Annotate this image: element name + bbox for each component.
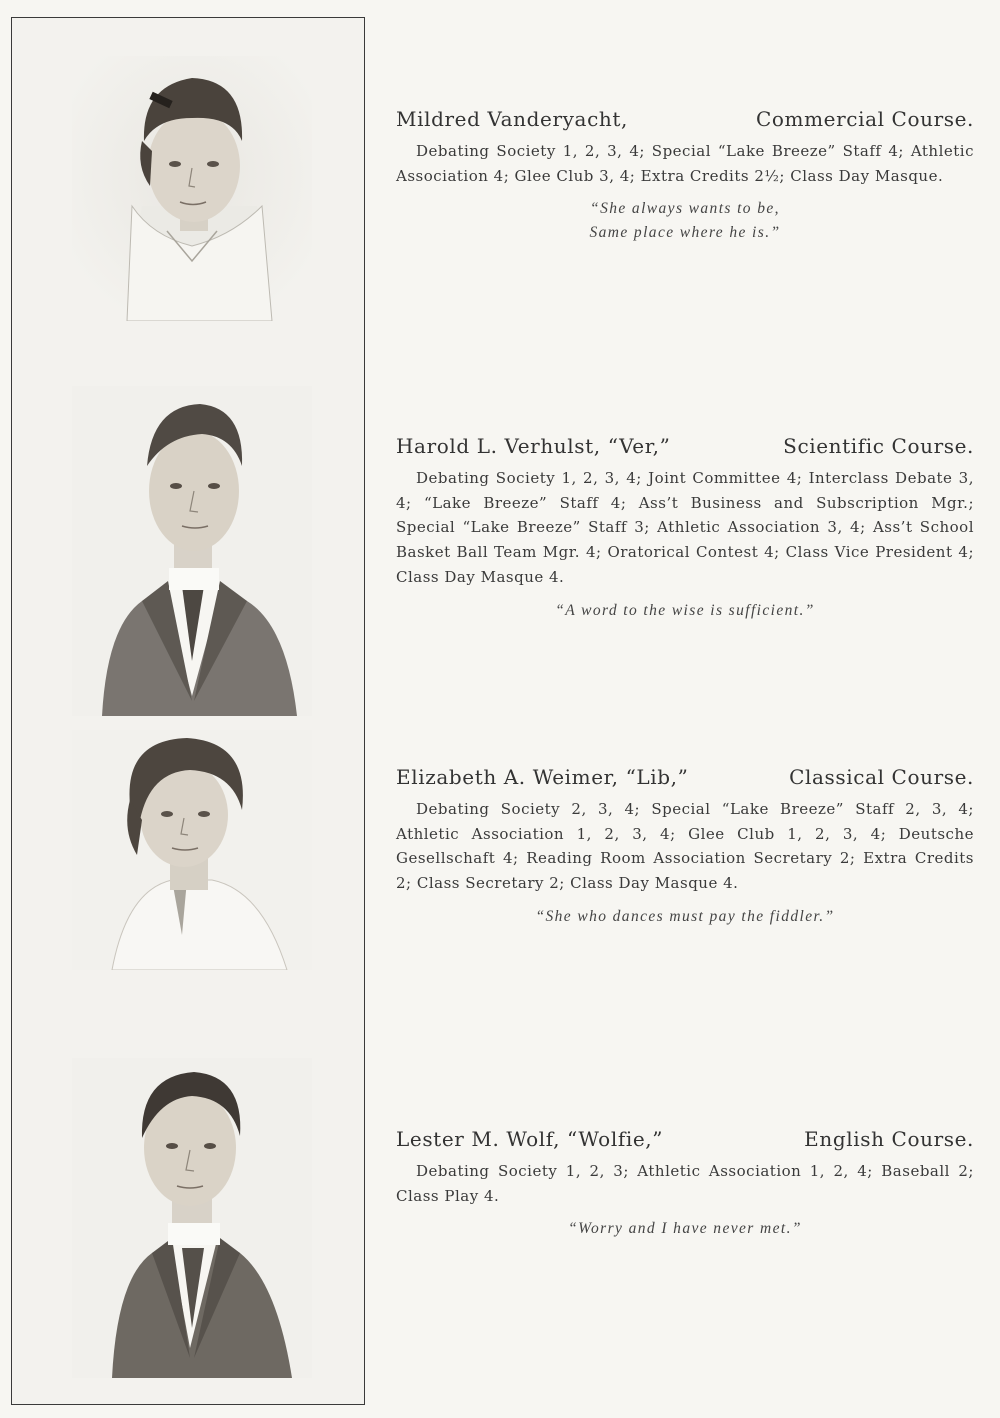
entry-harold-verhulst bbox=[396, 434, 974, 623]
portrait-harold-verhulst bbox=[72, 386, 312, 716]
course-name: Scientific Course. bbox=[783, 434, 974, 458]
portrait-elizabeth-weimer bbox=[72, 730, 312, 970]
activities-text: Debating Society 1, 2, 3; Athletic Association 1, 2, 4; Baseball 2; Class Play 4. bbox=[396, 1162, 974, 1205]
student-name: Mildred Vanderyacht, bbox=[396, 107, 628, 131]
course-name: Commercial Course. bbox=[756, 107, 974, 131]
entry-heading bbox=[396, 434, 974, 458]
quote bbox=[396, 197, 974, 245]
entry-lester-wolf bbox=[396, 1127, 974, 1241]
entry-heading bbox=[396, 1127, 974, 1151]
student-name: Elizabeth A. Weimer, “Lib,” bbox=[396, 765, 689, 789]
portrait-column bbox=[11, 17, 365, 1405]
course-name: Classical Course. bbox=[789, 765, 974, 789]
entry-heading bbox=[396, 765, 974, 789]
activities-text: Debating Society 1, 2, 3, 4; Joint Committee 4; Interclass Debate 3, 4; “Lake Breeze” Staff 4; Ass’t Business and Subscription Mgr.; Special “Lake Breeze” Staff 3; Athletic Association 3, 4; Ass’t School Basket Ball Team Mgr. 4; Oratorical Contest 4; Class Vice President 4; Class Day Masque 4. bbox=[396, 469, 974, 586]
student-name: Harold L. Verhulst, “Ver,” bbox=[396, 434, 671, 458]
quote-line: “A word to the wise is sufficient.” bbox=[555, 601, 815, 619]
quote-line: “She who dances must pay the fiddler.” bbox=[535, 907, 835, 925]
entry-elizabeth-weimer bbox=[396, 765, 974, 929]
entry-mildred-vanderyacht bbox=[396, 107, 974, 245]
entry-heading bbox=[396, 107, 974, 131]
quote-line: “She always wants to be, bbox=[590, 200, 780, 218]
quote-line: “Worry and I have never met.” bbox=[568, 1220, 802, 1238]
student-name: Lester M. Wolf, “Wolfie,” bbox=[396, 1127, 664, 1151]
portrait-lester-wolf bbox=[72, 1058, 312, 1378]
quote bbox=[396, 599, 974, 623]
quote-line: Same place where he is.” bbox=[589, 224, 781, 242]
activities-text: Debating Society 1, 2, 3, 4; Special “Lake Breeze” Staff 4; Athletic Association 4; Glee Club 3, 4; Extra Credits 2½; Class Day Masque. bbox=[396, 142, 974, 185]
portrait-mildred-vanderyacht bbox=[72, 56, 312, 321]
course-name: English Course. bbox=[804, 1127, 974, 1151]
activities-text: Debating Society 2, 3, 4; Special “Lake Breeze” Staff 2, 3, 4; Athletic Association 1, 2, 3, 4; Glee Club 1, 2, 3, 4; Deutsche Gesellschaft 4; Reading Room Association Secretary 2; Extra Credits 2; Class Secretary 2; Class Day Masque 4. bbox=[396, 800, 974, 893]
quote bbox=[396, 1217, 974, 1241]
quote bbox=[396, 905, 974, 929]
